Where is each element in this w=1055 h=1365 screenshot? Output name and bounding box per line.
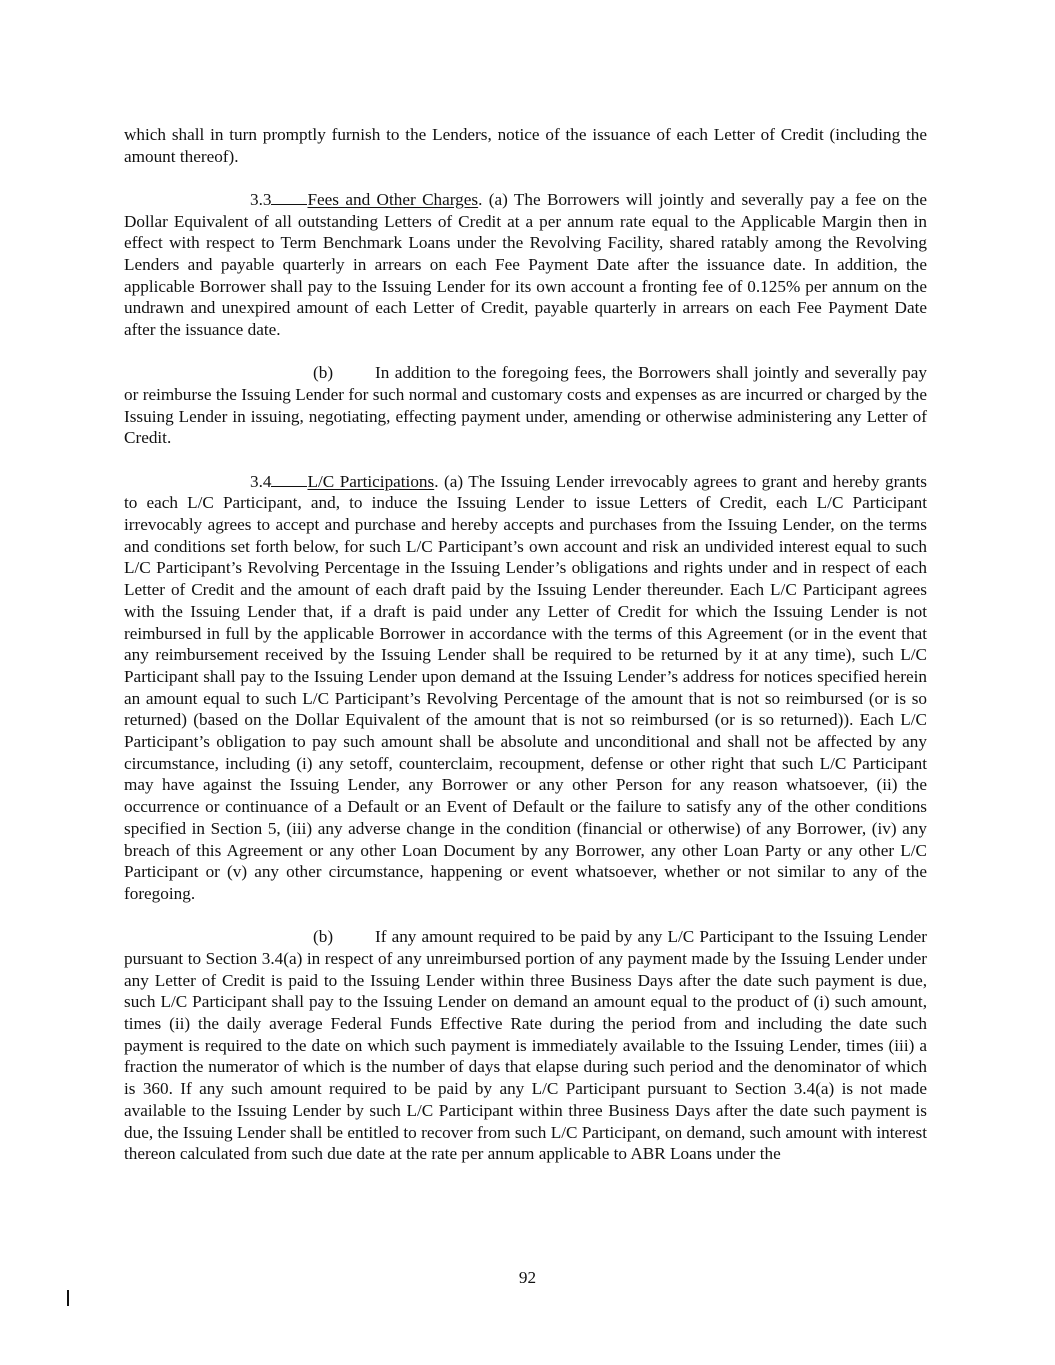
section-text: . (a) The Issuing Lender irrevocably agrees to grant and hereby grants to each L/C Participant, and, to induce the Issuing Lender to issue Letters of Credit, each L/C Participant irrevocably agrees to accept and purchase and hereby accepts and purchases from the Issuing Lender, on the terms and conditions set forth below, for such L/C Participant’s own account and risk an undivided interest equal to such L/C Participant’s Revolving Percentage in the Issuing Lender’s obligations and rights under and in respect of each Letter of Credit and the amount of each draft paid by the Issuing Lender thereunder. Each L/C Participant agrees with the Issuing Lender that, if a draft is paid under any Letter of Credit for which the Issuing Lender is not reimbursed in full by the applicable Borrower in accordance with the terms of this Agreement (or in the event that any reimbursement received by the Issuing Lender shall be required to be returned by it at any time), such L/C Participant shall pay to the Issuing Lender upon demand at the Issuing Lender’s address for notices specified herein an amount equal to such L/C Participant’s Revolving Percentage of the amount that is not so reimbursed (or is so returned) (based on the Dollar Equivalent of the amount that is not so reimbursed (or is so returned)). Each L/C Participant’s obligation to pay such amount shall be absolute and unconditional and shall not be affected by any circumstance, including (i) any setoff, counterclaim, recoupment, defense or other right that such L/C Participant may have against the Issuing Lender, any Borrower or any other Person for any reason whatsoever, (ii) the occurrence or continuance of a Default or an Event of Default or the failure to satisfy any of the other conditions specified in Section 5, (iii) any adverse change in the condition (financial or otherwise) of any Borrower, (iv) any breach of this Agreement or any other Loan Document by any Borrower, any other Loan Party or any other L/C Participant or (v) any other circumstance, happening or event whatsoever, whether or not similar to any of the foregoing.	[124, 471, 927, 903]
paragraph-section-3-4-b	[124, 926, 927, 1165]
document-body	[124, 124, 927, 1186]
paragraph-section-3-3-b	[124, 362, 927, 449]
subsection-text: In addition to the foregoing fees, the Borrowers shall jointly and severally pay or reimburse the Issuing Lender for such normal and customary costs and expenses as are incurred or charged by the Issuing Lender in issuing, negotiating, effecting payment under, amending or otherwise administering any Letter of Credit.	[124, 363, 927, 448]
page-number: 92	[518, 1268, 537, 1287]
paragraph-continuation: which shall in turn promptly furnish to the Lenders, notice of the issuance of each Letter of Credit (including the amount thereof).	[124, 125, 927, 166]
section-underline-gap	[271, 190, 307, 205]
section-underline-gap	[271, 472, 307, 487]
subsection-label: (b)	[313, 927, 334, 947]
section-title: L/C Participations	[307, 471, 435, 491]
section-number: 3.4	[250, 471, 272, 491]
section-text: . (a) The Borrowers will jointly and severally pay a fee on the Dollar Equivalent of all outstanding Letters of Credit at a per annum rate equal to the Applicable Margin then in effect with respect to Term Benchmark Loans under the Revolving Facility, shared ratably among the Revolving Lenders and payable quarterly in arrears on each Fee Payment Date after the issuance date. In addition, the applicable Borrower shall pay to the Issuing Lender for its own account a fronting fee of 0.125% per annum on the undrawn and unexpired amount of each Letter of Credit, payable quarterly in arrears on each Fee Payment Date after the issuance date.	[124, 189, 927, 340]
margin-mark	[67, 1290, 69, 1306]
paragraph-section-3-4	[124, 471, 927, 905]
subsection-label: (b)	[313, 363, 334, 383]
subsection-text: If any amount required to be paid by any L/C Participant to the Issuing Lender pursuant to Section 3.4(a) in respect of any unreimbursed portion of any payment made by the Issuing Lender under any Letter of Credit is paid to the Issuing Lender within three Business Days after the date such payment is due, such L/C Participant shall pay to the Issuing Lender on demand an amount equal to the product of (i) such amount, times (ii) the daily average Federal Funds Effective Rate during the period from and including the date such payment is required to the date on which such payment is immediately available to the Issuing Lender, times (iii) a fraction the numerator of which is the number of days that elapse during such period and the denominator of which is 360. If any such amount required to be paid by any L/C Participant pursuant to Section 3.4(a) is not made available to the Issuing Lender by such L/C Participant within three Business Days after the date such payment is due, the Issuing Lender shall be entitled to recover from such L/C Participant, on demand, such amount with interest thereon calculated from such due date at the rate per annum applicable to ABR Loans under the	[124, 927, 927, 1164]
paragraph-section-3-3	[124, 189, 927, 341]
section-number: 3.3	[250, 189, 272, 209]
section-title: Fees and Other Charges	[307, 189, 479, 209]
